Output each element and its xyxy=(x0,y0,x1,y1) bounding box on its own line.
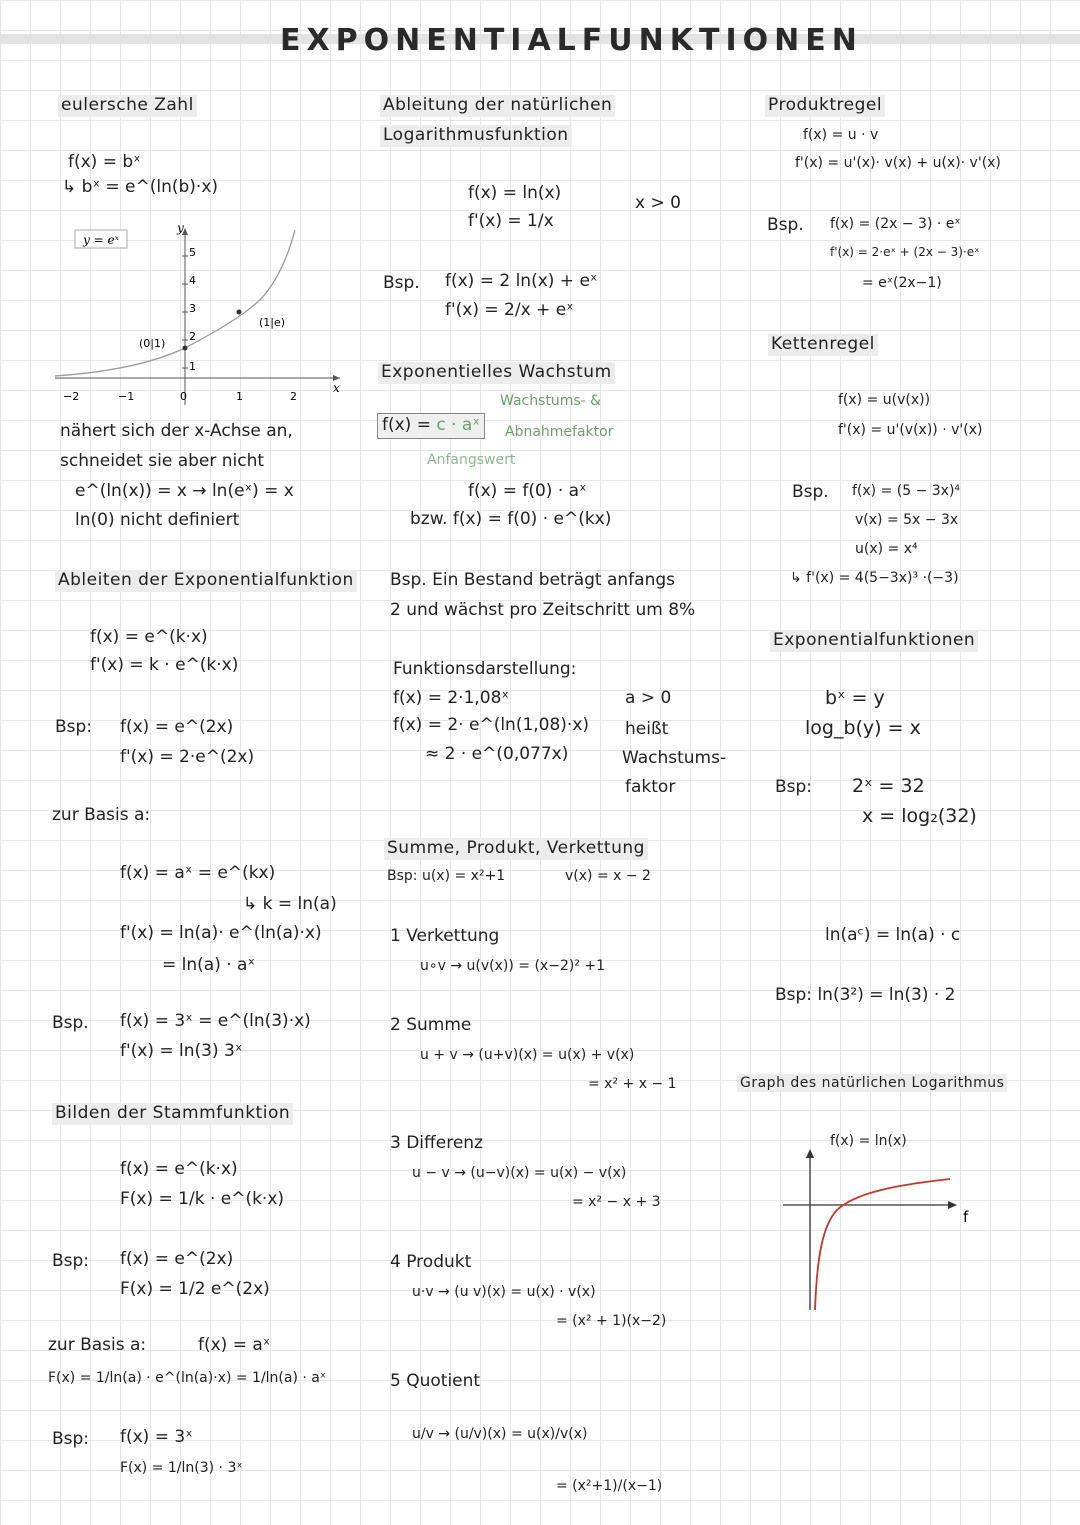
note-line-1: nähert sich der x-Achse an, xyxy=(60,421,293,441)
bsp4-line-2: F(x) = 1/ln(3) · 3ˣ xyxy=(120,1460,243,1476)
fd-note-3: Wachstums- xyxy=(622,748,727,768)
exp-point-0-1 xyxy=(183,346,188,351)
ablog-heading-1: Ableitung der natürlichen xyxy=(380,95,615,117)
quotient-line-2: = (x²+1)/(x−1) xyxy=(556,1478,663,1494)
euler-line-1: f(x) = bˣ xyxy=(68,152,141,172)
wachstum-bsp-line-2: 2 und wächst pro Zeitschritt um 8% xyxy=(390,600,696,620)
exp-log-bsp-line-1: 2ˣ = 32 xyxy=(852,775,925,797)
verkettung-heading: 1 Verkettung xyxy=(390,926,500,946)
kettenregel-bsp-line-4: ↳ f'(x) = 4(5−3x)³ ·(−3) xyxy=(790,570,959,586)
ableiten-heading: Ableiten der Exponentialfunktion xyxy=(55,570,357,592)
fd-note-2: heißt xyxy=(625,719,669,739)
euler-line-2: ↳ bˣ = e^(ln(b)·x) xyxy=(62,177,219,197)
produktregel-bsp-line-1: f(x) = (2x − 3) · eˣ xyxy=(830,216,961,232)
stamm-line-1: f(x) = e^(k·x) xyxy=(120,1159,238,1179)
exp-curve xyxy=(55,230,295,376)
bsp-label: Bsp. xyxy=(52,1013,89,1033)
exp-log-bsp-line-2: x = log₂(32) xyxy=(862,805,977,827)
wachstum-line-2: bzw. f(x) = f(0) · e^(kx) xyxy=(410,509,612,529)
bsp4-line-1: f(x) = 3ˣ xyxy=(120,1427,193,1447)
spv-heading: Summe, Produkt, Verkettung xyxy=(384,838,648,860)
exp-graph-xlabel: x xyxy=(333,381,340,395)
wachstum-bsp-line-1: Bsp. Ein Bestand beträgt anfangs xyxy=(390,570,675,590)
bsp-label: Bsp: xyxy=(55,717,93,737)
ln-graph-x-arrow xyxy=(948,1201,957,1209)
basis-line-1: f(x) = aˣ = e^(kx) xyxy=(120,863,276,883)
basis2-F: F(x) = 1/ln(a) · e^(ln(a)·x) = 1/ln(a) · aˣ xyxy=(48,1370,327,1386)
bsp-label: Bsp. xyxy=(792,482,829,502)
spv-line-1: Bsp: u(x) = x²+1 xyxy=(387,868,506,884)
summe-line-1: u + v → (u+v)(x) = u(x) + v(x) xyxy=(420,1047,635,1063)
kettenregel-bsp-line-3: u(x) = x⁴ xyxy=(855,541,918,557)
kettenregel-bsp-line-2: v(x) = 5x − 3x xyxy=(855,512,959,528)
anfangswert-label: Anfangswert xyxy=(427,452,516,468)
basis-line-2: ↳ k = ln(a) xyxy=(243,894,337,914)
bsp2-line-1: f(x) = 3ˣ = e^(ln(3)·x) xyxy=(120,1011,311,1031)
summe-line-2: = x² + x − 1 xyxy=(588,1076,677,1092)
exp-log-line-1: bˣ = y xyxy=(825,687,885,709)
ablog-line-2: f'(x) = 1/x xyxy=(468,211,554,231)
differenz-heading: 3 Differenz xyxy=(390,1133,483,1153)
ln-curve xyxy=(815,1179,950,1310)
note-line-3: e^(ln(x)) = x → ln(eˣ) = x xyxy=(75,481,294,501)
verkettung-line-1: u∘v → u(v(x)) = (x−2)² +1 xyxy=(420,958,606,974)
bsp-label: Bsp. xyxy=(383,273,420,293)
wachstum-line-1: f(x) = f(0) · aˣ xyxy=(468,481,587,501)
wachstum-formula: c · aˣ xyxy=(436,415,480,435)
basis-line-4: = ln(a) · aˣ xyxy=(162,955,256,975)
ln-rule: ln(aᶜ) = ln(a) · c xyxy=(825,925,961,945)
bsp1-line-2: f'(x) = 2·e^(2x) xyxy=(120,747,255,767)
exp-graph-label: y = eˣ xyxy=(83,233,119,247)
exp-graph-ytick-label: 3 xyxy=(189,302,196,315)
exp-graph-ytick-label: 5 xyxy=(189,246,196,259)
fd-note-1: a > 0 xyxy=(625,688,672,708)
stamm-line-2: F(x) = 1/k · e^(k·x) xyxy=(120,1189,285,1209)
fd-line-2: f(x) = 2· e^(ln(1,08)·x) xyxy=(393,715,590,735)
bsp-label: Bsp: xyxy=(52,1251,90,1271)
ln-rule-bsp: Bsp: ln(3²) = ln(3) · 2 xyxy=(775,985,956,1005)
exp-point-1-e xyxy=(237,310,242,315)
euler-heading: eulersche Zahl xyxy=(58,95,197,117)
bsp1-line-1: f(x) = e^(2x) xyxy=(120,717,234,737)
stamm-heading: Bilden der Stammfunktion xyxy=(52,1103,293,1125)
produktregel-heading: Produktregel xyxy=(765,95,885,117)
abnahmefaktor-label: Abnahmefaktor xyxy=(505,424,614,440)
produktregel-line-2: f'(x) = u'(x)· v(x) + u(x)· v'(x) xyxy=(795,155,1001,171)
quotient-heading: 5 Quotient xyxy=(390,1371,481,1391)
ln-graph xyxy=(775,1145,985,1315)
quotient-line-1: u/v → (u/v)(x) = u(x)/v(x) xyxy=(412,1426,588,1442)
exp-point-label-1-e: (1|e) xyxy=(259,316,286,329)
fd-note-4: faktor xyxy=(625,777,676,797)
basis2-heading: zur Basis a: xyxy=(48,1335,147,1355)
ableiten-line-1: f(x) = e^(k·x) xyxy=(90,627,208,647)
exp-graph-xtick-label: −2 xyxy=(63,390,80,403)
ablog-heading-2: Logarithmusfunktion xyxy=(380,125,572,147)
note-line-4: ln(0) nicht definiert xyxy=(75,510,240,530)
kettenregel-heading: Kettenregel xyxy=(768,334,878,356)
ablog-bsp-line-1: f(x) = 2 ln(x) + eˣ xyxy=(445,271,598,291)
wachstum-f-label: f(x) = xyxy=(382,415,431,435)
exp-graph-ytick-label: 4 xyxy=(189,274,196,287)
ablog-condition: x > 0 xyxy=(635,193,681,213)
ln-graph-y-arrow xyxy=(806,1149,814,1158)
exp-graph-ylabel: y xyxy=(177,221,184,235)
kettenregel-bsp-line-1: f(x) = (5 − 3x)⁴ xyxy=(852,483,961,499)
exp-graph xyxy=(55,220,345,410)
kettenregel-line-1: f(x) = u(v(x)) xyxy=(838,392,931,408)
exp-graph-ytick-label: 1 xyxy=(189,360,196,373)
wachstum-heading: Exponentielles Wachstum xyxy=(378,362,615,384)
fd-line-3: ≈ 2 · e^(0,077x) xyxy=(425,744,569,764)
bsp-label: Bsp. xyxy=(767,215,804,235)
differenz-line-2: = x² − x + 3 xyxy=(572,1194,661,1210)
produktregel-bsp-line-3: = eˣ(2x−1) xyxy=(862,275,942,291)
ln-curve-label: f xyxy=(963,1208,969,1226)
differenz-line-1: u − v → (u−v)(x) = u(x) − v(x) xyxy=(412,1165,627,1181)
wachstum-formula-box xyxy=(377,413,485,439)
funktionsdarstellung-heading: Funktionsdarstellung: xyxy=(393,659,577,679)
exponentialfunktionen-heading: Exponentialfunktionen xyxy=(770,630,978,652)
fd-line-1: f(x) = 2·1,08ˣ xyxy=(393,688,509,708)
exp-graph-ytick-label: 2 xyxy=(189,330,196,343)
kettenregel-line-2: f'(x) = u'(v(x)) · v'(x) xyxy=(838,422,983,438)
exp-graph-xtick-label: 0 xyxy=(180,390,187,403)
ln-graph-heading: Graph des natürlichen Logarithmus xyxy=(737,1074,1007,1092)
bsp2-line-2: f'(x) = ln(3) 3ˣ xyxy=(120,1041,243,1061)
spv-line-2: v(x) = x − 2 xyxy=(565,868,651,884)
ln-graph-function: f(x) = ln(x) xyxy=(830,1133,907,1149)
bsp-label: Bsp: xyxy=(52,1429,90,1449)
ablog-bsp-line-2: f'(x) = 2/x + eˣ xyxy=(445,300,574,320)
basis-line-3: f'(x) = ln(a)· e^(ln(a)·x) xyxy=(120,923,322,943)
ablog-line-1: f(x) = ln(x) xyxy=(468,183,562,203)
produkt-line-2: = (x² + 1)(x−2) xyxy=(556,1313,667,1329)
exp-graph-xtick-label: 2 xyxy=(290,390,297,403)
exp-log-line-2: log_b(y) = x xyxy=(805,717,921,739)
basis2-f: f(x) = aˣ xyxy=(198,1335,271,1355)
page-title: EXPONENTIALFUNKTIONEN xyxy=(280,23,863,58)
produkt-line-1: u·v → (u v)(x) = u(x) · v(x) xyxy=(412,1284,596,1300)
produktregel-bsp-line-2: f'(x) = 2·eˣ + (2x − 3)·eˣ xyxy=(830,245,980,259)
basis-heading: zur Basis a: xyxy=(52,805,151,825)
summe-heading: 2 Summe xyxy=(390,1015,472,1035)
exp-point-label-0-1: (0|1) xyxy=(139,337,166,350)
wachstums-label: Wachstums- & xyxy=(500,393,602,409)
note-line-2: schneidet sie aber nicht xyxy=(60,451,265,471)
exp-graph-xtick-label: 1 xyxy=(236,390,243,403)
produktregel-line-1: f(x) = u · v xyxy=(803,127,879,143)
bsp3-line-2: F(x) = 1/2 e^(2x) xyxy=(120,1279,270,1299)
exp-graph-xtick-label: −1 xyxy=(118,390,135,403)
bsp-label: Bsp: xyxy=(775,777,813,797)
bsp3-line-1: f(x) = e^(2x) xyxy=(120,1249,234,1269)
ableiten-line-2: f'(x) = k · e^(k·x) xyxy=(90,655,239,675)
produkt-heading: 4 Produkt xyxy=(390,1252,472,1272)
